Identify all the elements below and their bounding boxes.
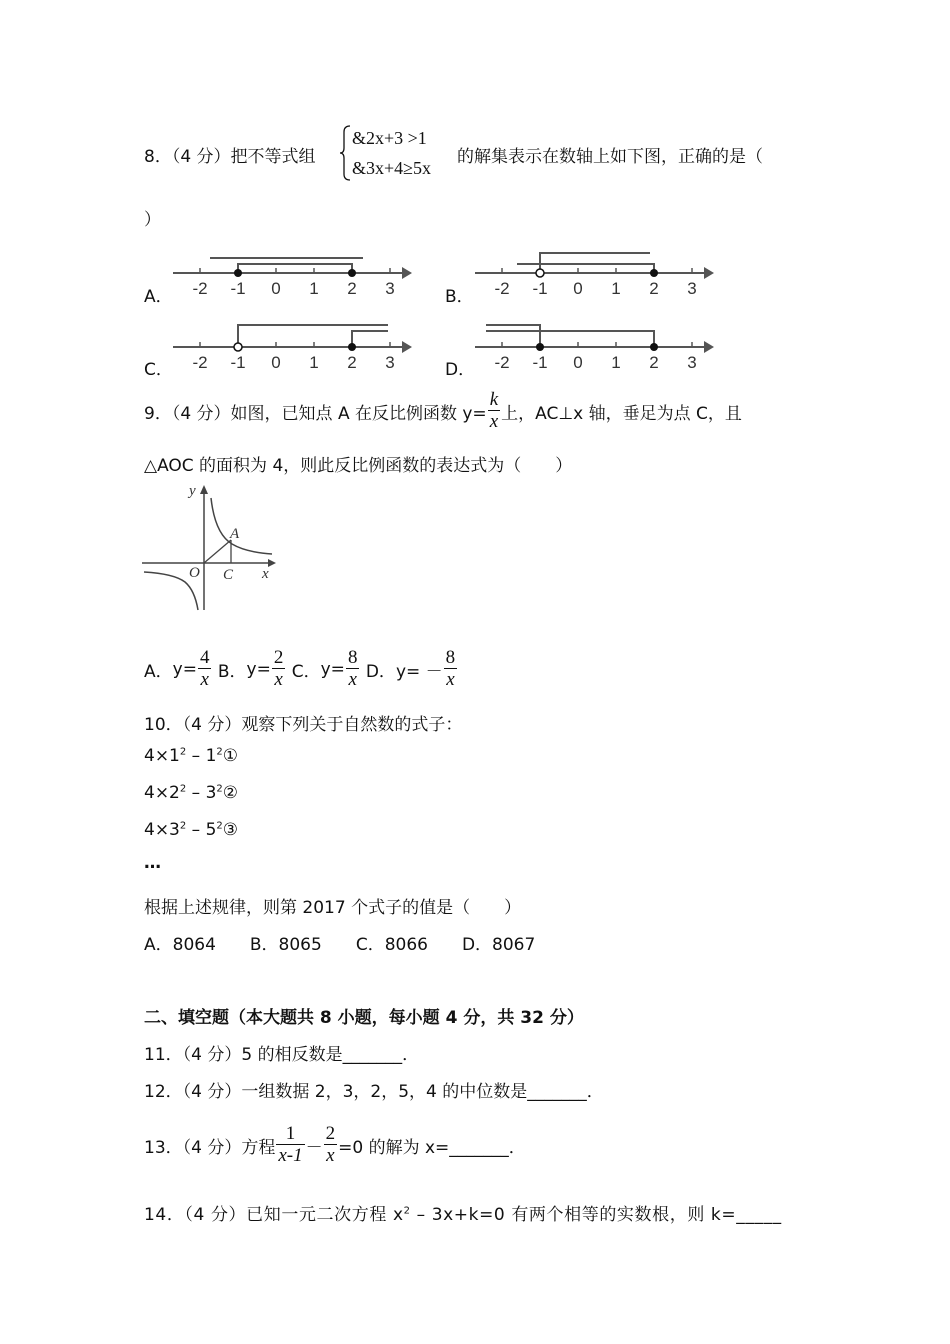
frac-den: x xyxy=(444,668,458,691)
q9-suffix: 上，AC⊥x 轴，垂足为点 C，且 xyxy=(501,404,742,424)
superscript: 2 xyxy=(216,820,223,832)
tick-label: -1 xyxy=(230,353,246,372)
tick-label: 1 xyxy=(309,353,319,372)
frac-num: 8 xyxy=(445,647,456,668)
tick-label: 2 xyxy=(649,279,659,298)
number-line-a xyxy=(170,248,415,298)
q9-option-a-frac xyxy=(198,648,212,691)
q8-option-b-label: B． xyxy=(445,287,474,307)
q8-system-brace xyxy=(338,124,352,187)
q9-fraction xyxy=(488,390,500,433)
q9-option-c-frac xyxy=(346,648,360,691)
number-line-c xyxy=(170,322,415,372)
frac-num: 4 xyxy=(199,647,210,668)
q9-option-c-label: C． xyxy=(291,662,321,682)
expr-part: – 5 xyxy=(186,820,217,840)
q9-option-d-pre: y= － xyxy=(395,662,443,682)
circled-number: ① xyxy=(222,746,239,766)
q14-text-b: – 3x+k=0 有两个相等的实数根，则 k=_____ xyxy=(410,1205,782,1225)
q10-options: A．8064 B．8065 C．8066 D．8067 xyxy=(144,935,536,955)
q8-option-c-label: C． xyxy=(144,360,173,380)
frac-num: 8 xyxy=(347,647,358,668)
q8-option-a-label: A． xyxy=(144,287,173,307)
tick-label: 2 xyxy=(347,279,357,298)
q14-text-a: 14．（4 分）已知一元二次方程 x xyxy=(144,1205,404,1225)
tick-label: -1 xyxy=(532,279,548,298)
superscript: 2 xyxy=(179,820,187,832)
q13-suffix: =0 的解为 x=_______． xyxy=(338,1138,526,1158)
tick-label: 3 xyxy=(385,353,395,372)
q9-prefix: 9．（4 分）如图，已知点 A 在反比例函数 y= xyxy=(144,404,487,424)
frac-num: 1 xyxy=(285,1123,296,1144)
tick-label: 0 xyxy=(271,279,281,298)
q9-option-c-pre: y= xyxy=(320,659,345,680)
frac-num: 2 xyxy=(273,647,284,668)
q10-expr-1 xyxy=(144,746,238,766)
tick-label: 0 xyxy=(271,353,281,372)
frac-den: x xyxy=(324,1144,338,1167)
tick-label: 2 xyxy=(347,353,357,372)
q8-ineq-1: &2x+3 >1 xyxy=(352,128,427,148)
q9-option-d-label: D． xyxy=(365,662,396,682)
q12-text: 12．（4 分）一组数据 2，3，2，5，4 的中位数是_______． xyxy=(144,1082,604,1102)
superscript: 2 xyxy=(216,746,223,758)
q9-option-a-pre: y= xyxy=(172,659,197,680)
superscript: 2 xyxy=(179,746,187,758)
q9-option-d-frac xyxy=(444,648,458,691)
expr-part: 4×2 xyxy=(144,783,180,803)
tick-label: -1 xyxy=(532,353,548,372)
circled-number: ③ xyxy=(222,820,239,840)
tick-label: -2 xyxy=(494,353,510,372)
tick-label: 1 xyxy=(611,279,621,298)
number-line-d xyxy=(472,322,717,372)
expr-part: 4×1 xyxy=(144,746,180,766)
point-c-label: C xyxy=(223,567,234,583)
q10-text: 10．（4 分）观察下列关于自然数的式子： xyxy=(144,715,463,735)
q8-ineq-2: &3x+4≥5x xyxy=(352,158,432,178)
q10-question: 根据上述规律，则第 2017 个式子的值是（ ） xyxy=(144,898,522,918)
q9-frac-num: k xyxy=(489,389,499,410)
q14-text xyxy=(144,1200,782,1225)
section-2-title: 二、填空题（本大题共 8 小题，每小题 4 分，共 32 分） xyxy=(144,1008,584,1028)
q13-minus: － xyxy=(305,1138,323,1158)
q9-option-a-label: A． xyxy=(144,662,173,682)
point-a-label: A xyxy=(230,526,240,542)
tick-label: 0 xyxy=(573,353,583,372)
x-axis-label: x xyxy=(262,566,269,582)
tick-label: -1 xyxy=(230,279,246,298)
tick-label: 0 xyxy=(573,279,583,298)
q10-expr-2 xyxy=(144,783,238,803)
number-line-b xyxy=(472,248,717,298)
q8-close: ） xyxy=(144,210,161,230)
q10-expr-3 xyxy=(144,820,238,840)
q9-line-1 xyxy=(144,390,742,433)
q8-option-d-label: D． xyxy=(445,360,476,380)
q13-fraction-2 xyxy=(324,1124,338,1167)
expr-part: – 3 xyxy=(186,783,217,803)
q9-option-b-label: B． xyxy=(217,662,247,682)
tick-label: 3 xyxy=(687,353,697,372)
q9-frac-den: x xyxy=(489,411,499,432)
tick-label: -2 xyxy=(494,279,510,298)
q9-line-2: △AOC 的面积为 4，则此反比例函数的表达式为（ ） xyxy=(144,456,573,476)
tick-label: 1 xyxy=(309,279,319,298)
frac-den: x xyxy=(198,668,212,691)
tick-label: -2 xyxy=(192,279,208,298)
tick-label: 1 xyxy=(611,353,621,372)
circled-number: ② xyxy=(222,783,239,803)
q11-text: 11．（4 分）5 的相反数是_______． xyxy=(144,1045,420,1065)
superscript: 2 xyxy=(403,1205,411,1217)
tick-label: -2 xyxy=(192,353,208,372)
q13-prefix: 13．（4 分）方程 xyxy=(144,1138,276,1158)
brace-icon xyxy=(338,124,352,182)
q13-fraction-1 xyxy=(276,1124,304,1167)
frac-den: x xyxy=(272,668,286,691)
tick-label: 3 xyxy=(385,279,395,298)
q9-option-b-frac xyxy=(272,648,286,691)
superscript: 2 xyxy=(216,783,223,795)
frac-den: x xyxy=(346,668,360,691)
origin-label: O xyxy=(189,565,200,581)
tick-label: 3 xyxy=(687,279,697,298)
superscript: 2 xyxy=(179,783,187,795)
q8-suffix: 的解集表示在数轴上如下图，正确的是（ xyxy=(457,147,763,167)
q10-ellipsis: … xyxy=(144,853,161,873)
q9-hyperbola-graph xyxy=(142,480,282,615)
q9-option-b-pre: y= xyxy=(246,659,271,680)
frac-den: x-1 xyxy=(278,1145,303,1166)
tick-label: 2 xyxy=(649,353,659,372)
frac-num: 2 xyxy=(325,1123,336,1144)
expr-part: 4×3 xyxy=(144,820,180,840)
y-axis-label: y xyxy=(189,483,196,499)
q13-line xyxy=(144,1124,526,1167)
expr-part: – 1 xyxy=(186,746,217,766)
q9-options xyxy=(144,648,458,691)
q8-prefix: 8．（4 分）把不等式组 xyxy=(144,147,316,167)
